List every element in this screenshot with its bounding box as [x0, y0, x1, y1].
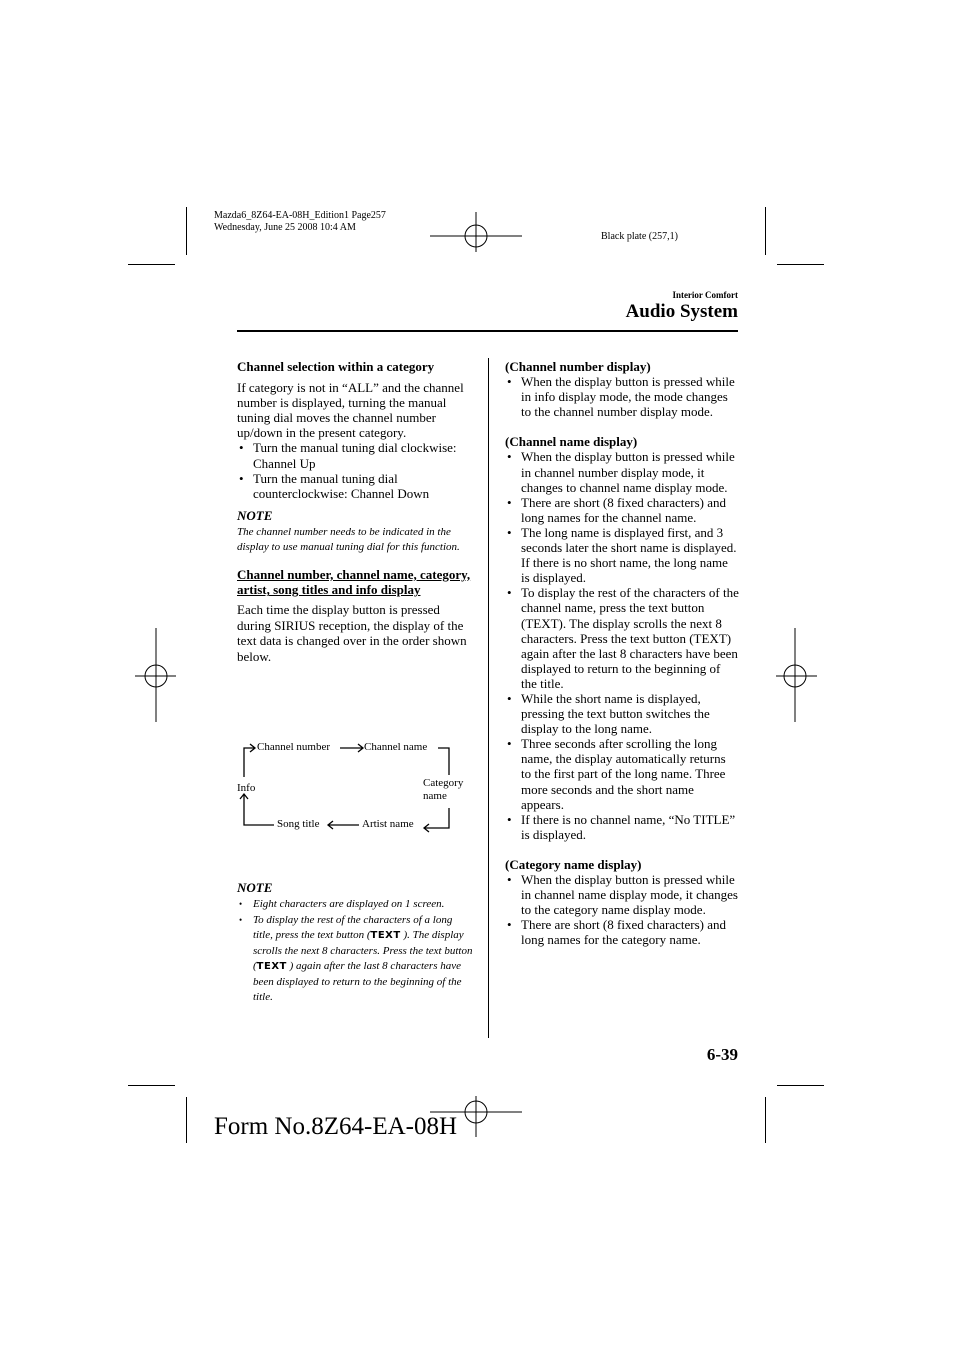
registration-mark-left: [135, 628, 176, 722]
section-label: Interior Comfort: [672, 290, 738, 300]
text-button-label: TEXT: [256, 961, 287, 972]
page-title: Audio System: [625, 301, 738, 322]
channel-selection-list: [237, 440, 473, 500]
list-item: • There are short (8 fixed characters) and long names for the channel name.: [505, 495, 739, 525]
channel-name-display-list: [505, 449, 739, 841]
list-item: • To display the rest of the characters of a long title, press the text button (TEXT ). The display scrolls the next 8 characters. Press the text button (TEXT ) again after the last 8 characters have been displayed to return to the beginning of the title.: [237, 913, 473, 1006]
list-item: • When the display button is pressed while in channel name display mode, it changes to the category name display mode.: [505, 872, 739, 917]
registration-mark-top: [430, 212, 522, 252]
list-item: • When the display button is pressed while in info display mode, the mode changes to the channel number display mode.: [505, 374, 739, 419]
diagram-channel-number: Channel number: [257, 741, 331, 753]
diagram-song-title: Song title: [277, 818, 320, 830]
note-heading: NOTE: [237, 880, 273, 895]
list-item: • Three seconds after scrolling the long name, the display automatically returns to the first part of the long name. Three more seconds and the short name appears.: [505, 736, 739, 811]
diagram-artist-name: Artist name: [362, 818, 414, 830]
title-rule: [237, 330, 738, 332]
heading-channel-selection: Channel selection within a category: [237, 359, 435, 374]
list-item: • The long name is displayed first, and 3 seconds later the short name is displayed. If there is no short name, the long name is displayed.: [505, 525, 739, 585]
paragraph-channel-selection: If category is not in “ALL” and the channel number is displayed, turning the manual tuning dial moves the channel number up/down in the present category.: [237, 380, 464, 441]
diagram-category-name: Category name: [423, 777, 464, 802]
right-column: [505, 359, 739, 947]
list-item: • Turn the manual tuning dial counterclockwise: Channel Down: [237, 471, 473, 501]
list-item: • While the short name is displayed, pressing the text button switches the display to the long name.: [505, 691, 739, 736]
channel-number-display-list: [505, 374, 739, 419]
note-text-button: [237, 880, 473, 1006]
display-cycle-diagram: [232, 735, 477, 835]
subheading-channel-name-display: (Channel name display): [505, 434, 638, 450]
print-date-line: Wednesday, June 25 2008 10:4 AM: [214, 222, 356, 233]
page-number: 6-39: [706, 1045, 738, 1064]
column-divider: [488, 358, 489, 1038]
plate-label: Black plate (257,1): [601, 231, 678, 242]
print-file-line: Mazda6_8Z64-EA-08H_Edition1 Page257: [214, 210, 386, 221]
subheading-category-name-display: (Category name display): [505, 856, 642, 872]
paragraph-display-order: Each time the display button is pressed during SIRIUS reception, the display of the text data is changed over in the order shown below.: [237, 602, 467, 664]
connector-name-to-category: [438, 748, 449, 775]
list-item: • When the display button is pressed while in channel number display mode, it changes to channel name display mode.: [505, 449, 739, 494]
form-number: Form No.8Z64-EA-08H: [214, 1113, 458, 1140]
note-list: [237, 897, 473, 1006]
note-text: The channel number needs to be indicated in the display to use manual tuning dial for this function.: [237, 525, 460, 554]
heading-display-order: Channel number, channel name, category, artist, song titles and info display: [237, 566, 471, 598]
diagram-info: Info: [237, 782, 256, 794]
left-column: [237, 359, 473, 664]
category-name-display-list: [505, 872, 739, 947]
text-button-label: TEXT: [370, 930, 401, 941]
subheading-channel-number-display: (Channel number display): [505, 359, 651, 374]
list-item: • There are short (8 fixed characters) and long names for the category name.: [505, 917, 739, 947]
arrow-song-to-info: [244, 795, 274, 825]
arrow-info-to-channel-number: [244, 748, 254, 777]
list-item: • To display the rest of the characters of the channel name, press the text button (TEXT). The display scrolls the next 8 characters. Press the text button (TEXT) again after the last 8 characters have been displayed to return to the beginning of the title.: [505, 585, 739, 691]
note-heading: NOTE: [237, 507, 273, 523]
list-item: • Eight characters are displayed on 1 screen.: [237, 897, 473, 913]
print-header: [214, 210, 386, 234]
list-item: • If there is no channel name, “No TITLE” is displayed.: [505, 812, 739, 842]
diagram-channel-name: Channel name: [364, 741, 428, 753]
registration-mark-right: [776, 628, 817, 722]
list-item: • Turn the manual tuning dial clockwise: Channel Up: [237, 440, 473, 470]
